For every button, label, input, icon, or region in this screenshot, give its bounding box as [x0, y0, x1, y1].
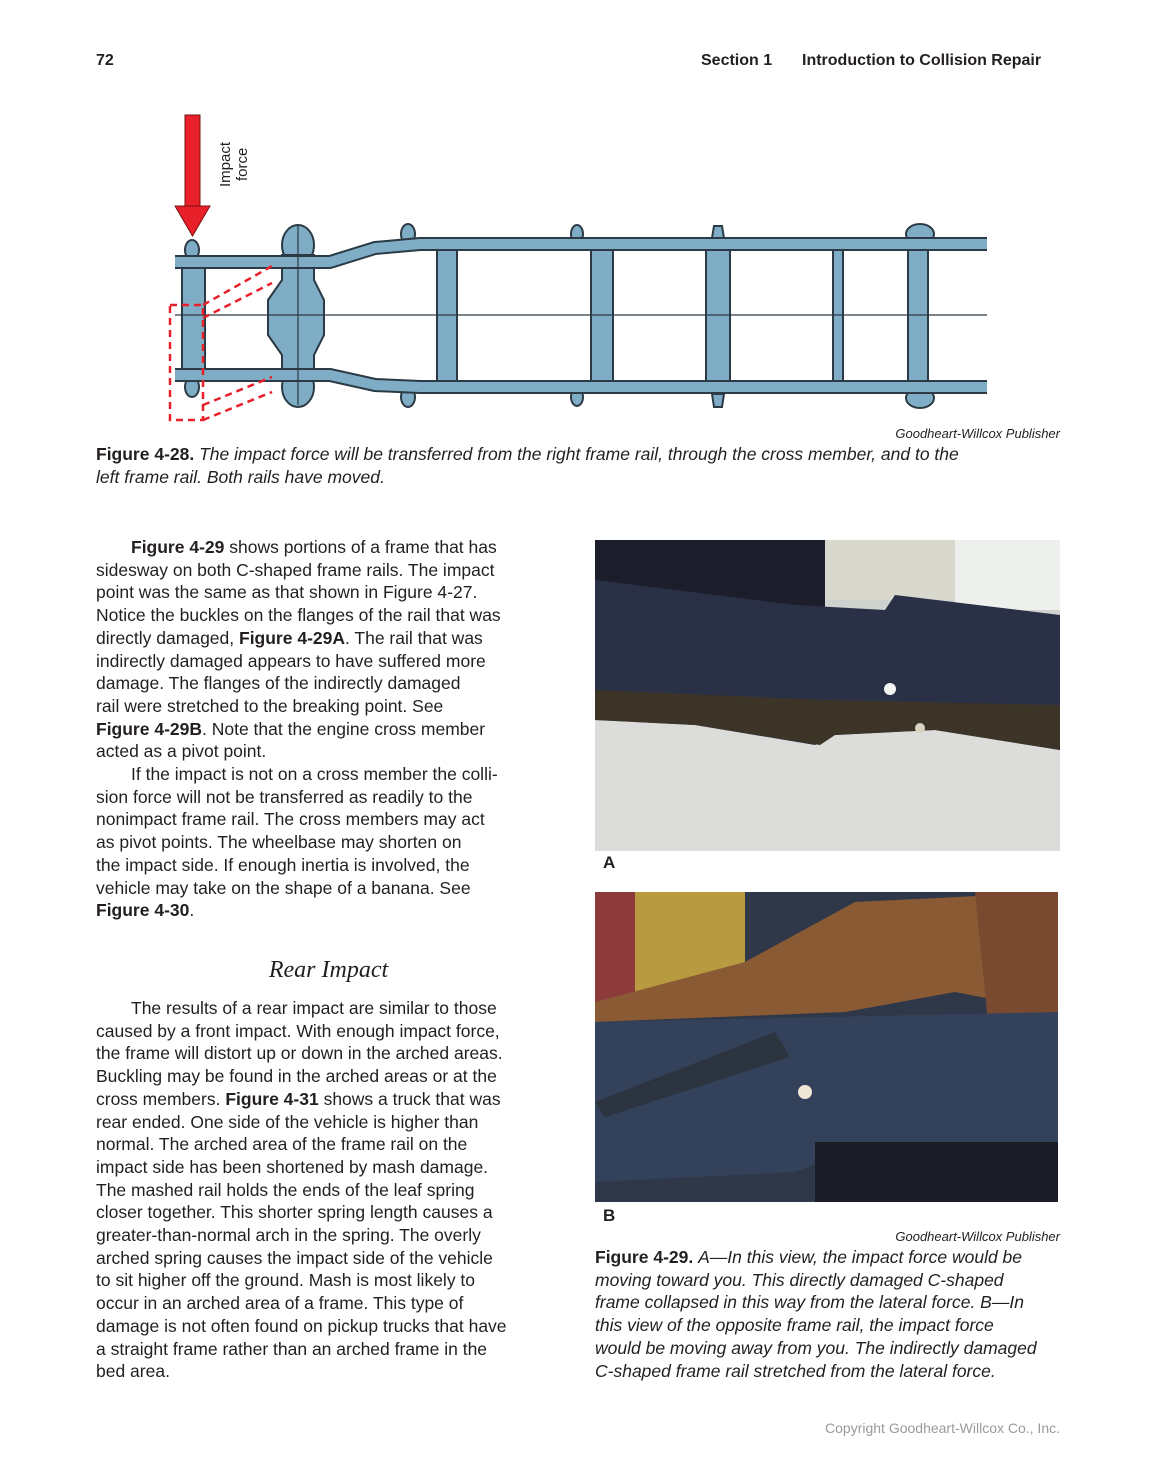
- caption-text: A—In this view, the impact force would be: [698, 1247, 1023, 1267]
- text-line: [96, 854, 556, 877]
- text-segment: rail were stretched to the breaking point. See: [96, 695, 444, 716]
- text-segment: sion force will not be transferred as readily to the: [96, 786, 473, 807]
- photo-a: [595, 540, 1060, 851]
- text-line: [96, 1156, 556, 1179]
- figure-reference: Figure 4-29B: [96, 718, 202, 739]
- text-line: [96, 1065, 556, 1088]
- text-line: [96, 997, 556, 1020]
- text-segment: . Note that the engine cross member: [202, 718, 486, 739]
- caption-text: C-shaped frame rail stretched from the lateral force.: [595, 1360, 996, 1381]
- text-line: [96, 763, 556, 786]
- text-segment: normal. The arched area of the frame rail on the: [96, 1134, 468, 1155]
- text-line: [96, 1179, 556, 1202]
- body-text-lower: [96, 997, 556, 1383]
- text-line: [96, 877, 556, 900]
- text-line: [96, 1224, 556, 1247]
- copyright-footer: Copyright Goodheart-Willcox Co., Inc.: [825, 1420, 1060, 1436]
- caption-line: [595, 1314, 1065, 1337]
- figure-reference: Figure 4-31: [225, 1088, 319, 1109]
- text-segment: arched spring causes the impact side of the vehicle: [96, 1247, 493, 1268]
- text-line: [96, 718, 556, 741]
- text-segment: the impact side. If enough inertia is involved, the: [96, 854, 470, 875]
- text-segment: shows a truck that was: [318, 1088, 501, 1109]
- text-segment: closer together. This shorter spring length causes a: [96, 1202, 493, 1223]
- text-segment: The mashed rail holds the ends of the leaf spring: [96, 1179, 475, 1200]
- text-segment: bed area.: [96, 1361, 170, 1382]
- text-line: [96, 1111, 556, 1134]
- text-line: [96, 1292, 556, 1315]
- section-number: Section 1: [701, 52, 773, 69]
- text-segment: shows portions of a frame that has: [224, 537, 497, 557]
- text-segment: If the impact is not on a cross member the colli-: [131, 764, 498, 785]
- caption-text: moving toward you. This directly damaged C-shaped: [595, 1269, 1004, 1290]
- frame-diagram-svg: [160, 100, 1000, 430]
- text-line: [96, 899, 556, 922]
- text-segment: nonimpact frame rail. The cross members may act: [96, 809, 485, 830]
- text-segment: a straight frame rather than an arched frame in the: [96, 1338, 488, 1359]
- caption-line: [595, 1337, 1065, 1360]
- caption-label: Figure 4-29.: [595, 1247, 694, 1267]
- text-line: [96, 559, 556, 582]
- figure-reference: Figure 4-30: [96, 900, 190, 921]
- text-line: [96, 536, 556, 559]
- text-segment: greater-than-normal arch in the spring. The overly: [96, 1225, 481, 1246]
- text-segment: .: [189, 900, 195, 921]
- text-line: [96, 1360, 556, 1383]
- text-line: [96, 1247, 556, 1270]
- figure-4-29-caption: [595, 1246, 1065, 1382]
- page-number: 72: [96, 52, 114, 69]
- text-line: [96, 672, 556, 695]
- text-segment: sidesway on both C-shaped frame rails. The impact: [96, 559, 495, 580]
- text-segment: point was the same as that shown in Figure 4-27.: [96, 582, 478, 603]
- section-title: Introduction to Collision Repair: [802, 52, 1042, 69]
- caption-text: frame collapsed in this way from the lateral force. B—In: [595, 1292, 1024, 1313]
- text-line: [96, 1269, 556, 1292]
- text-segment: caused by a front impact. With enough impact force,: [96, 1020, 500, 1041]
- text-line: [96, 1133, 556, 1156]
- text-line: [96, 1201, 556, 1224]
- text-line: [96, 1088, 556, 1111]
- figure-4-28-credit: Goodheart-Willcox Publisher: [895, 426, 1060, 441]
- impact-label-line1: Impact: [217, 141, 234, 187]
- text-line: [96, 831, 556, 854]
- figure-4-29-credit: Goodheart-Willcox Publisher: [895, 1229, 1060, 1244]
- text-segment: directly damaged,: [96, 627, 239, 648]
- text-segment: damage is not often found on pickup trucks that have: [96, 1315, 507, 1336]
- text-line: [96, 808, 556, 831]
- text-segment: cross members.: [96, 1088, 226, 1109]
- text-line: [96, 1042, 556, 1065]
- caption-line: [595, 1360, 1065, 1383]
- text-line: [96, 581, 556, 604]
- caption-label: Figure 4-28.: [96, 444, 195, 464]
- text-segment: Notice the buckles on the flanges of the rail that was: [96, 605, 501, 626]
- text-line: [96, 695, 556, 718]
- frame-diagram: [160, 100, 1000, 430]
- text-segment: rear ended. One side of the vehicle is higher than: [96, 1111, 479, 1132]
- text-segment: indirectly damaged appears to have suffered more: [96, 650, 486, 671]
- figure-reference: Figure 4-29: [131, 537, 225, 557]
- impact-arrow: [175, 115, 210, 236]
- photo-b-image: [595, 892, 1058, 1202]
- text-segment: as pivot points. The wheelbase may shorten on: [96, 832, 462, 853]
- text-segment: acted as a pivot point.: [96, 741, 267, 762]
- caption-text: The impact force will be transferred from the right frame rail, through the cross member, and to the: [199, 444, 959, 464]
- text-segment: the frame will distort up or down in the arched areas.: [96, 1043, 503, 1064]
- text-line: [96, 1315, 556, 1338]
- caption-line: [595, 1291, 1065, 1314]
- text-segment: occur in an arched area of a frame. This type of: [96, 1293, 464, 1314]
- text-line: [96, 1338, 556, 1361]
- photo-b-label: B: [603, 1206, 616, 1225]
- body-text-upper: [96, 536, 556, 922]
- text-line: [96, 786, 556, 809]
- figure-4-28-caption: [96, 443, 1066, 488]
- text-line: [96, 650, 556, 673]
- text-line: [96, 740, 556, 763]
- text-line: [96, 1020, 556, 1043]
- caption-text: this view of the opposite frame rail, the impact force: [595, 1315, 994, 1336]
- caption-line: [595, 1269, 1065, 1292]
- impact-label-line2: force: [234, 147, 251, 181]
- text-segment: The results of a rear impact are similar to those: [131, 998, 497, 1018]
- photo-b: [595, 892, 1058, 1202]
- caption-text: left frame rail. Both rails have moved.: [96, 466, 385, 487]
- section-heading: Rear Impact: [268, 957, 389, 983]
- text-segment: damage. The flanges of the indirectly damaged: [96, 673, 461, 694]
- photo-a-image: [595, 540, 1060, 851]
- text-segment: to sit higher off the ground. Mash is most likely to: [96, 1270, 476, 1291]
- text-segment: vehicle may take on the shape of a banana. See: [96, 877, 471, 898]
- text-line: [96, 627, 556, 650]
- text-segment: Buckling may be found in the arched areas or at the: [96, 1066, 497, 1087]
- text-segment: . The rail that was: [345, 627, 483, 648]
- caption-text: would be moving away from you. The indirectly damaged: [595, 1337, 1037, 1358]
- figure-reference: Figure 4-29A: [239, 627, 345, 648]
- text-segment: impact side has been shortened by mash damage.: [96, 1156, 489, 1177]
- text-line: [96, 604, 556, 627]
- photo-a-label: A: [603, 853, 616, 872]
